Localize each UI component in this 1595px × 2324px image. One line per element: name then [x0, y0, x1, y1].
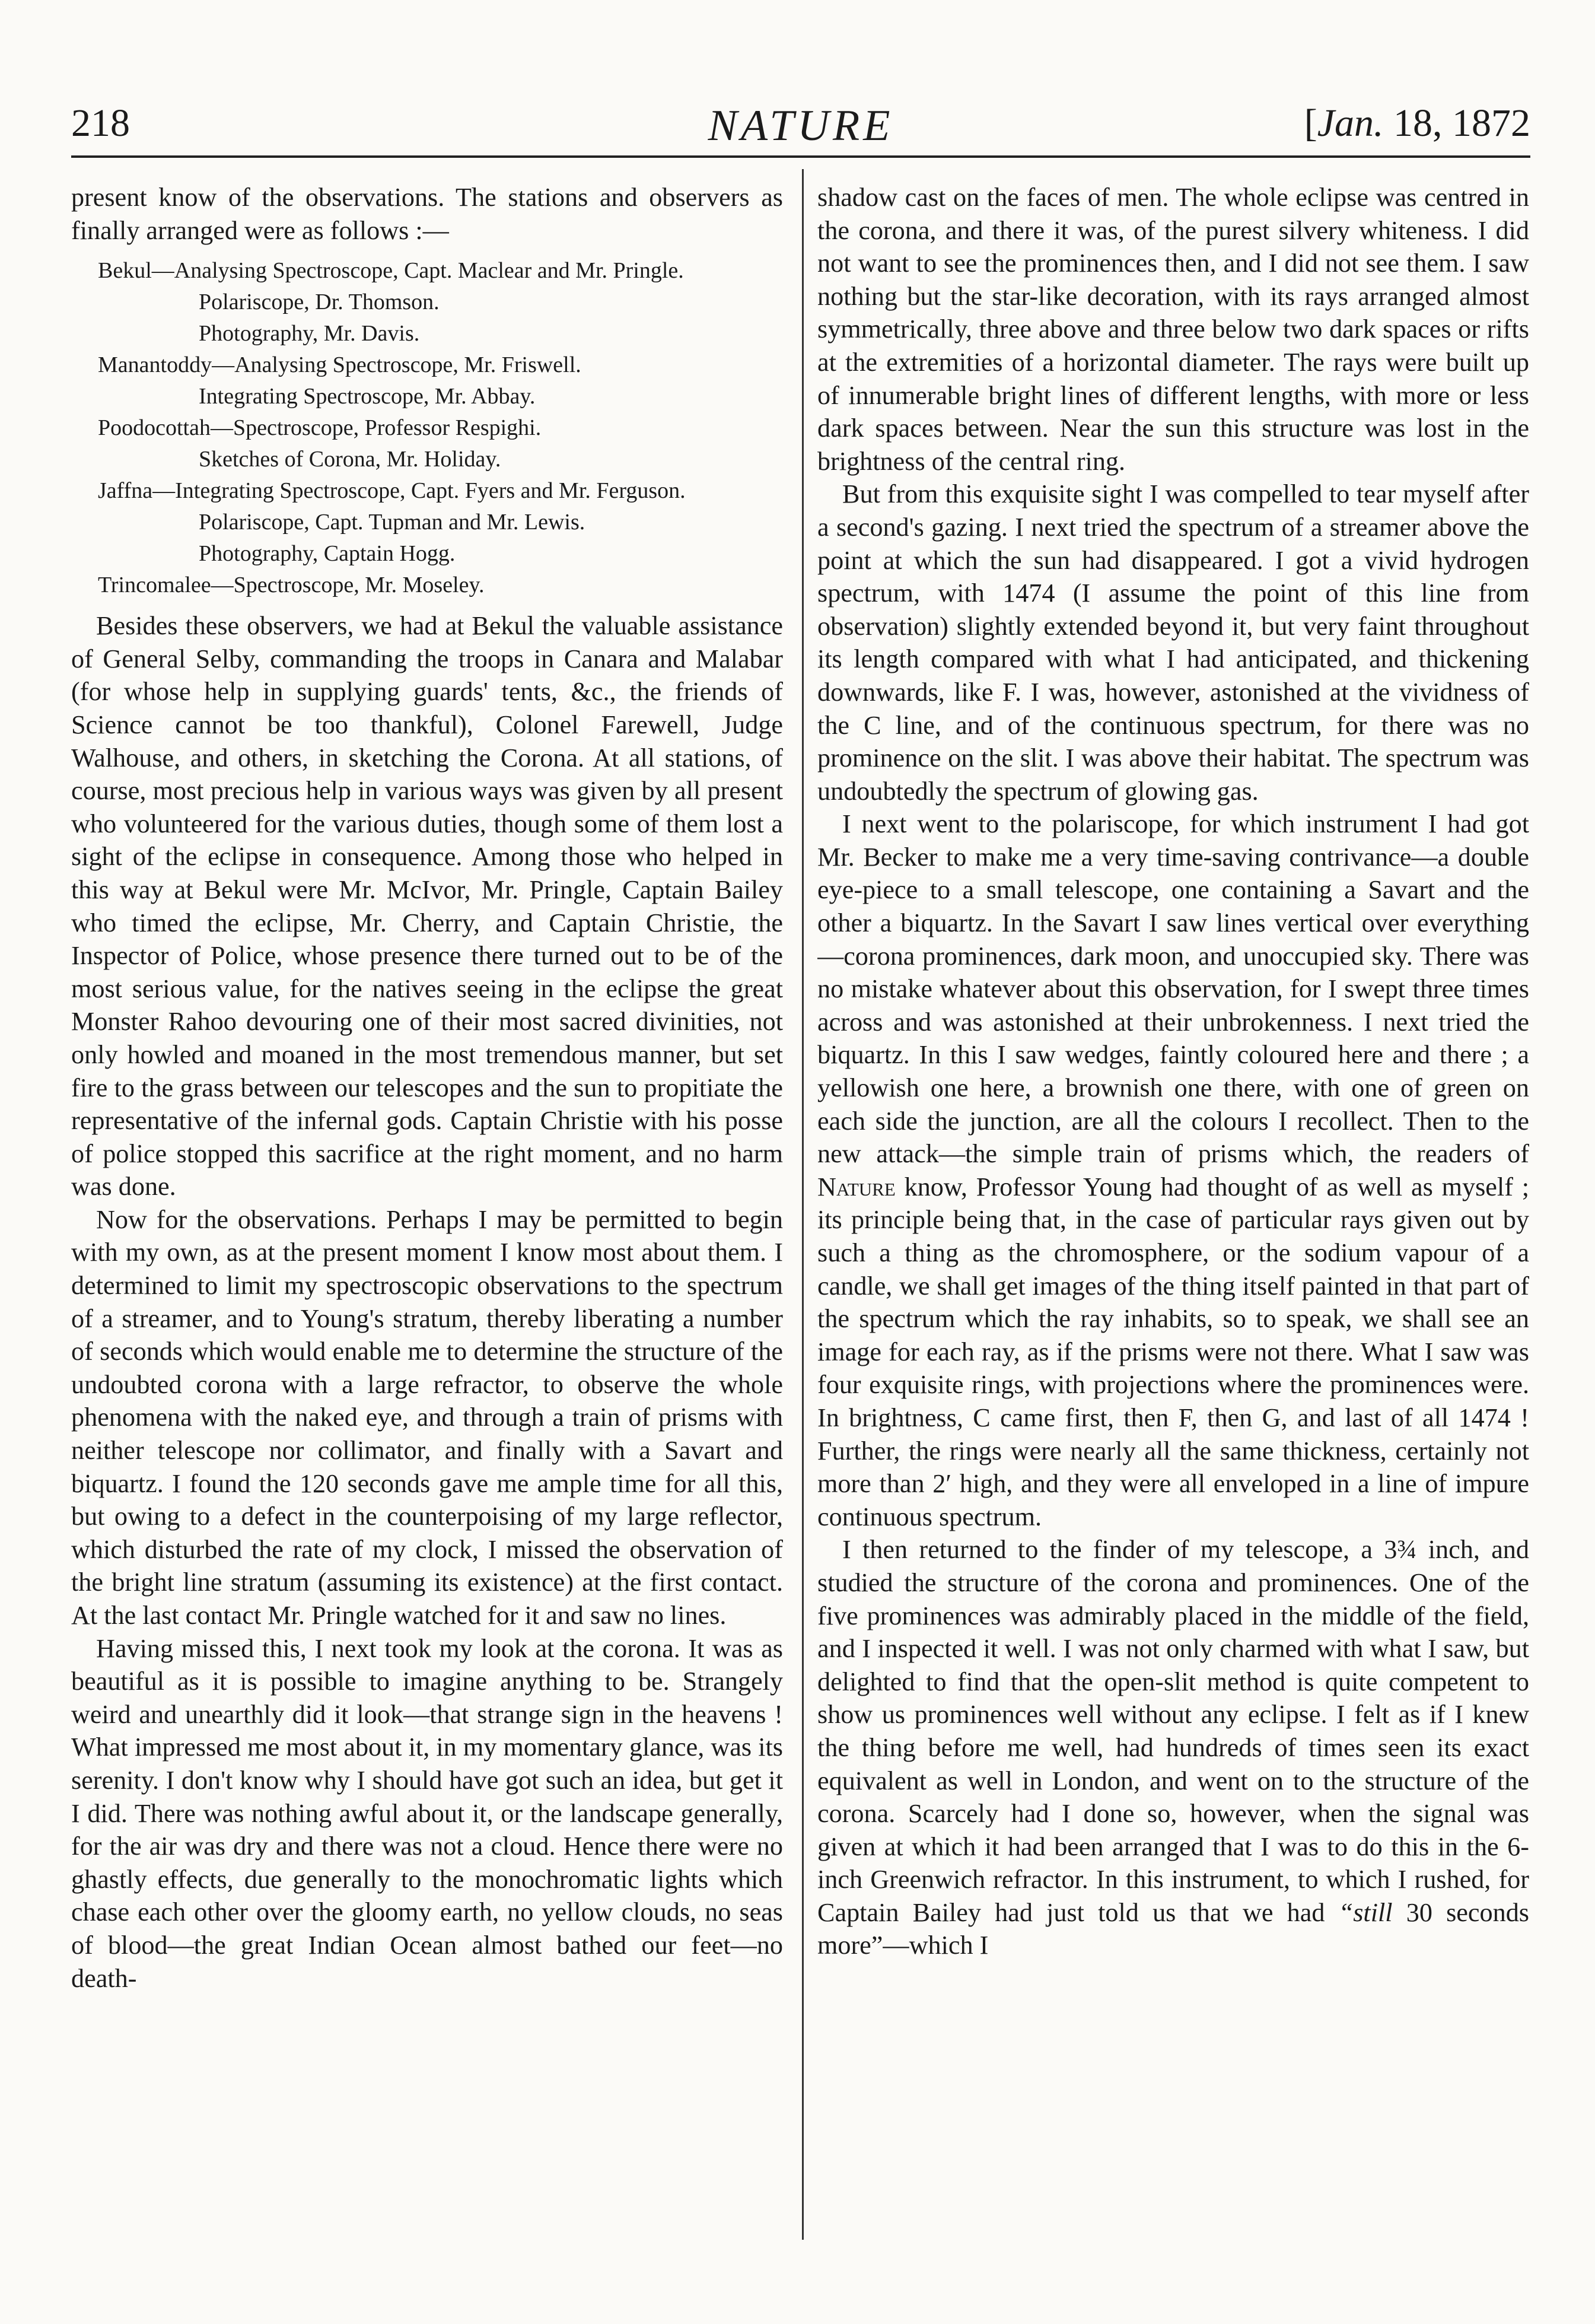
body-paragraph: Besides these observers, we had at Bekul the valuable assistance of General Selby, commanding the troops in Canara and Malabar (for whose help in supplying guards' tents, &c., the friends of Science cannot be too thankful), Colonel Farewell, Judge Walhouse, and others, in sketching the Corona. At all stations, of course, most precious help in various ways was given by all present who volunteered for the various duties, though some of them lost a sight of the eclipse in consequence. Among those who helped in this way at Bekul were Mr. McIvor, Mr. Pringle, Captain Bailey who timed the eclipse, Mr. Cherry, and Captain Christie, the Inspector of Police, whose presence there turned out to be of the most serious value, for the natives seeing in the eclipse the great Monster Rahoo devouring one of their most sacred divinities, not only howled and moaned in the most tremendous manner, but set fire to the grass between our telescopes and the sun to propitiate the representative of the infernal gods. Captain Christie with his posse of police stopped this sacrifice at the right moment, and no harm was done.: [71, 611, 783, 1201]
body-paragraph: Now for the observations. Perhaps I may be permitted to begin with my own, as at the present moment I know most about them. I determined to limit my spectroscopic observations to the spectrum of a streamer, and to Young's stratum, thereby liberating a number of seconds which would enable me to determine the structure of the undoubted corona with a large refractor, to observe the whole phenomena with the naked eye, and through a train of prisms with neither telescope nor collimator, and finally with a Savart and biquartz. I found the 120 seconds gave me ample time for all this, but owing to a defect in the counterpoising of my large reflector, which disturbed the rate of my clock, I missed the observation of the bright line stratum (assuming its existence) at the first contact. At the last contact Mr. Pringle watched for it and saw no lines.: [71, 1204, 783, 1630]
date-bracket: [: [1304, 101, 1317, 145]
nature-small-caps: Nature: [817, 1172, 896, 1201]
station-entry: Bekul—Analysing Spectroscope, Capt. Maclear and Mr. Pringle.: [98, 258, 684, 284]
station-sub-entry: Integrating Spectroscope, Mr. Abbay.: [199, 384, 536, 409]
text-run: I then returned to the finder of my telescope, a 3¾ inch, and studied the structure of the corona and prominences. One of the five prominences was admirably placed in the middle of the field, and I inspected it well. I was not only charmed with what I saw, but delighted to find that the open-slit method is quite competent to show us prominences well without any eclipse. I felt as if I knew the thing before me well, had hundreds of times seen its exact equivalent as well in London, and went on to the structure of the corona. Scarcely had I done so, however, when the signal was given at which it had been arranged that I was to do this in the 6-inch Greenwich refractor. In this instrument, to which I rushed, for Captain Bailey had just told us that we had: [817, 1535, 1529, 1927]
issue-date: [1304, 101, 1530, 146]
left-column: [71, 181, 783, 2263]
body-paragraph: But from this exquisite sight I was compelled to tear myself after a second's gazing. I next tried the spectrum of a streamer above the point at which the sun had disappeared. I got a vivid hydrogen spectrum, with 1474 (I assume the point of this line from observation) slightly extended beyond it, but very faint throughout its length compared with what I had anticipated, and thickening downwards, like F. I was, however, astonished at the vividness of the C line, and of the continuous spectrum, for there was no prominence on the slit. I was above their habitat. The spectrum was undoubtedly the spectrum of glowing gas.: [817, 479, 1529, 806]
text-run: know, Professor Young had thought of as well as myself ; its principle being that, in the case of particular rays given out by such a thing as the chromosphere, or the sodium vapour of a candle, we shall get images of the thing itself painted in that part of the spectrum which the ray inhabits, so to speak, we shall see an image for each ray, as if the prisms were not there. What I saw was four exquisite rings, with projections where the prominences were. In brightness, C came first, then F, then G, and last of all 1474 ! Further, the rings were nearly all the same thickness, certainly not more than 2′ high, and they were all enveloped in a line of impure continuous spectrum.: [817, 1172, 1529, 1531]
body-paragraph: Having missed this, I next took my look at the corona. It was as beautiful as it is possible to imagine anything to be. Strangely weird and unearthly did it look—that strange sign in the heavens ! What impressed me most about it, in my momentary glance, was its serenity. I don't know why I should have got such an idea, but get it I did. There was nothing awful about it, or the landscape generally, for the air was dry and there was not a cloud. Hence there were no ghastly effects, due generally to the monochromatic lights which chase each other over the gloomy earth, no yellow clouds, no seas of blood—the great Indian Ocean almost bathed our feet—no death-: [71, 1633, 783, 1993]
stations-list: [71, 255, 783, 601]
station-entry: Poodocottah—Spectroscope, Professor Respighi.: [98, 415, 542, 441]
station-sub-entry: Sketches of Corona, Mr. Holiday.: [199, 447, 501, 472]
station-entry: Jaffna—Integrating Spectroscope, Capt. Fyers and Mr. Ferguson.: [98, 478, 686, 504]
journal-title: NATURE: [708, 101, 894, 150]
page-number: 218: [71, 101, 130, 145]
right-column: [817, 181, 1529, 2263]
station-sub-entry: Polariscope, Capt. Tupman and Mr. Lewis.: [199, 510, 585, 535]
intro-paragraph: present know of the observations. The stations and observers as finally arranged were as follows :—: [71, 183, 783, 245]
station-sub-entry: Photography, Captain Hogg.: [199, 541, 456, 567]
column-divider: [802, 169, 804, 2240]
date-month: Jan.: [1317, 101, 1384, 145]
station-sub-entry: Photography, Mr. Davis.: [199, 321, 420, 346]
body-paragraph: shadow cast on the faces of men. The whole eclipse was centred in the corona, and there it was, of the purest silvery whiteness. I did not want to see the prominences then, and I did not see them. I saw nothing but the star-like decoration, with its rays arranged almost symmetrically, three above and three below two dark spaces or rifts at the extremities of a horizontal diameter. The rays were built up of innumerable bright lines of different lengths, with more or less dark spaces between. Near the sun this structure was lost in the brightness of the central ring.: [817, 183, 1529, 476]
station-entry: Trincomalee—Spectroscope, Mr. Moseley.: [98, 573, 485, 598]
station-sub-entry: Polariscope, Dr. Thomson.: [199, 290, 440, 315]
text-run: I next went to the polariscope, for which instrument I had got Mr. Becker to make me a very time-saving contrivance—a double eye-piece to a small telescope, one containing a Savart and the other a biquartz. In the Savart I saw lines vertical over everything—corona prominences, dark moon, and unoccupied sky. There was no mistake whatever about this observation, for I swept three times across and was astonished at their unbrokenness. I next tried the biquartz. In this I saw wedges, faintly coloured here and there ; a yellowish one here, a brownish one there, with one of green on each side the junction, are all the colours I recollect. Then to the new attack—the simple train of prisms which, the readers of: [817, 809, 1529, 1169]
header-rule: [71, 155, 1530, 158]
date-rest: 18, 1872: [1383, 101, 1530, 145]
text-run: 30 seconds more”—which I: [817, 1897, 1529, 1960]
station-entry: Manantoddy—Analysing Spectroscope, Mr. Friswell.: [98, 352, 581, 378]
running-header: [71, 89, 1530, 154]
body-paragraph: [817, 1533, 1529, 1962]
body-paragraph: [817, 807, 1529, 1533]
italic-still: “still: [1338, 1897, 1393, 1927]
